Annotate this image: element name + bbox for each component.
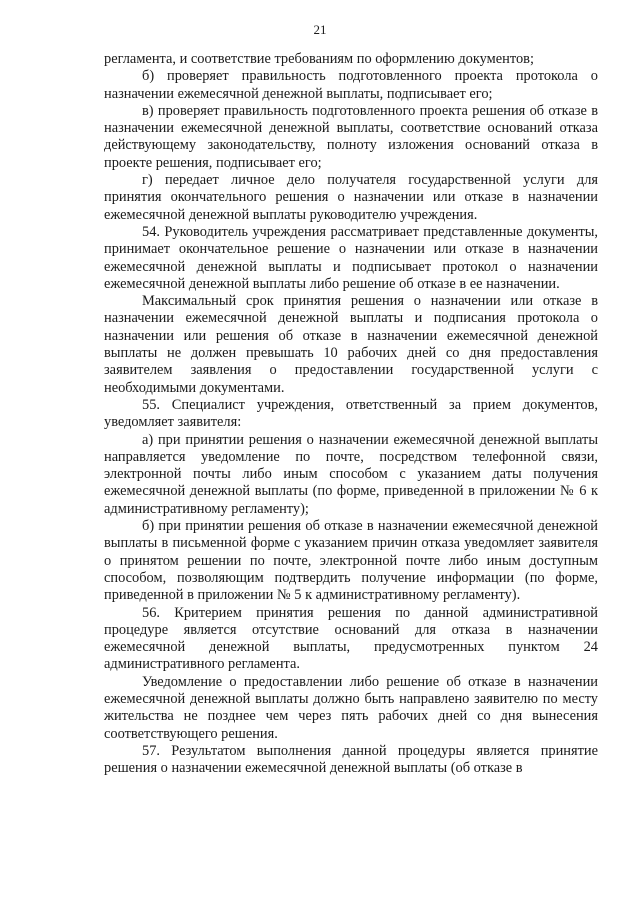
paragraph-item-v-refusal-check: в) проверяет правильность подготовленного проекта решения об отказе в назначении ежемесячной денежной выплаты, соответствие оснований отказа действующему законодательству, полноту изложения оснований отказа в проекте решения, подписывает его; (104, 102, 598, 171)
paragraph-item-b-protocol: б) проверяет правильность подготовленного проекта протокола о назначении ежемесячной денежной выплаты, подписывает его; (104, 68, 598, 102)
page-number: 21 (313, 22, 327, 37)
paragraph-item-b-refusal-notice: б) при принятии решения об отказе в назначении ежемесячной денежной выплаты в письменной форме с указанием причин отказа уведомляет заявителя о принятом решении по почте, электронной почте либо иным доступным способом, позволяющим подтвердить получение информации (по форме, приведенной в приложении № 5 к административному регламенту). (104, 518, 598, 604)
paragraph-item-a-notice: а) при принятии решения о назначении ежемесячной денежной выплаты направляется уведомление по почте, посредством телефонной связи, электронной почты либо иным способом с указанием даты получения ежемесячной денежной выплаты (по форме, приведенной в приложении № 6 к административному регламенту); (104, 431, 598, 517)
paragraph-item-g-transfer: г) передает личное дело получателя государственной услуги для принятия окончательного решения о назначении или отказе в назначении ежемесячной денежной выплаты руководителю учреждения. (104, 172, 598, 223)
paragraph-54: 54. Руководитель учреждения рассматривает представленные документы, принимает окончательное решение о назначении или отказе в назначении ежемесячной денежной выплаты и подписывает протокол о назначении ежемесячной денежной выплаты либо решение об отказе в ее назначении. (104, 223, 598, 292)
paragraph-57: 57. Результатом выполнения данной процедуры является принятие решения о назначении ежемесячной денежной выплаты (об отказе в (104, 742, 598, 777)
paragraph-max-term: Максимальный срок принятия решения о назначении или отказе в назначении ежемесячной денежной выплаты и подписания протокола о назначении или решения об отказе в назначении ежемесячной денежной выплаты не должен превышать 10 рабочих дней со дня предоставления заявителем заявления о предоставлении государственной услуги с необходимыми документами. (104, 293, 598, 396)
paragraph-55: 55. Специалист учреждения, ответственный за прием документов, уведомляет заявителя: (104, 396, 598, 431)
paragraph-notice-term: Уведомление о предоставлении либо решение об отказе в назначении ежемесячной денежной выплаты должно быть направлено заявителю по месту жительства не позднее чем через пять рабочих дней со дня вынесения соответствующего решения. (104, 673, 598, 742)
paragraph-continuation: регламента, и соответствие требованиям по оформлению документов; (104, 51, 534, 67)
body-text (104, 51, 598, 777)
paragraph-56: 56. Критерием принятия решения по данной административной процедуре является отсутствие оснований для отказа в назначении ежемесячной денежной выплаты, предусмотренных пунктом 24 административного регламента. (104, 604, 598, 673)
